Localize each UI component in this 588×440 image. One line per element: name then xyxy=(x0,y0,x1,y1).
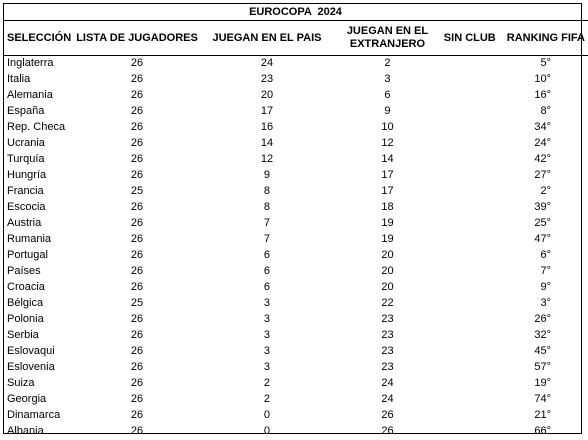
cell-ranking-fifa: 19° xyxy=(534,377,551,389)
table-row xyxy=(4,392,588,408)
cell-lista-jugadores: 26 xyxy=(130,329,144,341)
cell-juegan-extranjero: 26 xyxy=(381,425,394,437)
cell-sin-club xyxy=(441,296,504,312)
cell-seleccion: Serbia xyxy=(7,329,39,341)
cell-seleccion: Portugal xyxy=(7,249,48,261)
cell-ranking-fifa: 5° xyxy=(540,57,551,69)
cell-lista-jugadores: 26 xyxy=(130,425,144,437)
cell-seleccion: Alemania xyxy=(7,89,53,101)
cell-lista-jugadores: 25 xyxy=(130,185,144,197)
cell-ranking-fifa: 45° xyxy=(534,345,551,357)
cell-sin-club xyxy=(441,216,504,232)
cell-juegan-pais: 14 xyxy=(260,137,274,149)
table-row xyxy=(4,56,588,72)
cell-juegan-extranjero: 24 xyxy=(381,393,394,405)
cell-seleccion: Georgia xyxy=(7,393,47,405)
cell-lista-jugadores: 26 xyxy=(130,233,144,245)
cell-juegan-extranjero: 20 xyxy=(381,265,394,277)
cell-lista-jugadores: 26 xyxy=(130,249,144,261)
cell-ranking-fifa: 26° xyxy=(534,313,551,325)
table-row xyxy=(4,72,588,88)
cell-juegan-extranjero: 6 xyxy=(384,89,391,101)
cell-juegan-pais: 3 xyxy=(263,297,271,309)
cell-juegan-extranjero: 17 xyxy=(381,185,394,197)
header-lista-jugadores: LISTA DE JUGADORES xyxy=(74,21,201,56)
cell-lista-jugadores: 26 xyxy=(130,217,144,229)
table-row xyxy=(4,104,588,120)
header-seleccion: SELECCIÓN xyxy=(4,21,74,56)
cell-juegan-pais: 6 xyxy=(263,281,271,293)
cell-sin-club xyxy=(441,360,504,376)
cell-juegan-pais: 9 xyxy=(263,169,271,181)
cell-ranking-fifa: 6° xyxy=(540,249,551,261)
cell-lista-jugadores: 26 xyxy=(130,377,144,389)
cell-ranking-fifa: 57° xyxy=(534,361,551,373)
cell-juegan-extranjero: 22 xyxy=(381,297,394,309)
cell-seleccion: Dinamarca xyxy=(7,409,61,421)
cell-sin-club xyxy=(441,264,504,280)
table-row xyxy=(4,216,588,232)
cell-lista-jugadores: 26 xyxy=(130,201,144,213)
cell-seleccion: Croacia xyxy=(7,281,45,293)
cell-sin-club xyxy=(441,424,504,440)
header-juegan-extranjero: JUEGAN EN EL EXTRANJERO xyxy=(334,21,442,56)
cell-juegan-pais: 3 xyxy=(263,345,271,357)
cell-sin-club xyxy=(441,88,504,104)
cell-seleccion: Hungría xyxy=(7,169,47,181)
cell-seleccion: Eslovaqui xyxy=(7,345,55,357)
cell-juegan-extranjero: 26 xyxy=(381,409,394,421)
cell-juegan-pais: 6 xyxy=(263,265,271,277)
cell-juegan-extranjero: 24 xyxy=(381,377,394,389)
table-row xyxy=(4,280,588,296)
header-sin-club: SIN CLUB xyxy=(441,21,504,56)
cell-seleccion: Ucrania xyxy=(7,137,45,149)
cell-juegan-pais: 3 xyxy=(263,361,271,373)
cell-seleccion: Albania xyxy=(7,425,44,437)
cell-lista-jugadores: 26 xyxy=(130,265,144,277)
cell-juegan-pais: 16 xyxy=(260,121,274,133)
cell-sin-club xyxy=(441,72,504,88)
cell-sin-club xyxy=(441,56,504,72)
table-row xyxy=(4,168,588,184)
cell-seleccion: Suiza xyxy=(7,377,35,389)
cell-lista-jugadores: 26 xyxy=(130,393,144,405)
cell-lista-jugadores: 26 xyxy=(130,313,144,325)
cell-seleccion: Escocia xyxy=(7,201,46,213)
cell-ranking-fifa: 2° xyxy=(540,185,551,197)
cell-juegan-pais: 12 xyxy=(260,153,274,165)
cell-ranking-fifa: 42° xyxy=(534,153,551,165)
cell-juegan-extranjero: 10 xyxy=(381,121,394,133)
cell-seleccion: Rep. Checa xyxy=(7,121,66,133)
cell-sin-club xyxy=(441,200,504,216)
cell-juegan-pais: 8 xyxy=(263,201,271,213)
table-row xyxy=(4,136,588,152)
table-row xyxy=(4,424,588,440)
cell-ranking-fifa: 74° xyxy=(534,393,551,405)
cell-juegan-extranjero: 19 xyxy=(381,217,394,229)
cell-juegan-extranjero: 12 xyxy=(381,137,394,149)
cell-sin-club xyxy=(441,152,504,168)
cell-juegan-pais: 6 xyxy=(263,249,271,261)
cell-seleccion: España xyxy=(7,105,45,117)
cell-juegan-extranjero: 14 xyxy=(381,153,394,165)
cell-juegan-pais: 23 xyxy=(260,73,274,85)
table-row xyxy=(4,408,588,424)
cell-lista-jugadores: 25 xyxy=(130,297,144,309)
eurocopa-table xyxy=(3,3,588,440)
cell-juegan-extranjero: 23 xyxy=(381,361,394,373)
cell-juegan-pais: 2 xyxy=(263,377,271,389)
cell-ranking-fifa: 39° xyxy=(534,201,551,213)
cell-juegan-extranjero: 3 xyxy=(384,73,391,85)
cell-juegan-extranjero: 23 xyxy=(381,345,394,357)
cell-juegan-extranjero: 20 xyxy=(381,281,394,293)
cell-juegan-pais: 3 xyxy=(263,313,271,325)
cell-sin-club xyxy=(441,376,504,392)
cell-juegan-pais: 24 xyxy=(260,57,274,69)
cell-lista-jugadores: 26 xyxy=(130,121,144,133)
cell-lista-jugadores: 26 xyxy=(130,169,144,181)
table-row xyxy=(4,328,588,344)
cell-juegan-extranjero: 2 xyxy=(384,57,391,69)
cell-juegan-pais: 7 xyxy=(263,233,271,245)
cell-lista-jugadores: 26 xyxy=(130,153,144,165)
table-row xyxy=(4,120,588,136)
cell-seleccion: Polonia xyxy=(7,313,44,325)
cell-ranking-fifa: 32° xyxy=(534,329,551,341)
table-row xyxy=(4,344,588,360)
cell-seleccion: Inglaterra xyxy=(7,57,54,69)
table-row xyxy=(4,376,588,392)
cell-juegan-extranjero: 23 xyxy=(381,329,394,341)
cell-seleccion: Turquía xyxy=(7,153,45,165)
cell-ranking-fifa: 10° xyxy=(534,73,551,85)
cell-juegan-extranjero: 9 xyxy=(384,105,391,117)
table-row xyxy=(4,312,588,328)
sheet-title: EUROCOPA 2024 xyxy=(4,4,588,21)
cell-seleccion: Bélgica xyxy=(7,297,44,309)
cell-juegan-pais: 3 xyxy=(263,329,271,341)
cell-ranking-fifa: 66° xyxy=(534,425,551,437)
cell-lista-jugadores: 26 xyxy=(130,89,144,101)
cell-ranking-fifa: 3° xyxy=(540,297,551,309)
cell-seleccion: Francia xyxy=(7,185,44,197)
cell-sin-club xyxy=(441,328,504,344)
cell-lista-jugadores: 26 xyxy=(130,137,144,149)
cell-sin-club xyxy=(441,248,504,264)
cell-lista-jugadores: 26 xyxy=(130,281,144,293)
cell-ranking-fifa: 25° xyxy=(534,217,551,229)
cell-seleccion: Austria xyxy=(7,217,42,229)
cell-sin-club xyxy=(441,104,504,120)
cell-juegan-extranjero: 23 xyxy=(381,313,394,325)
cell-lista-jugadores: 26 xyxy=(130,105,144,117)
cell-sin-club xyxy=(441,136,504,152)
header-row xyxy=(4,21,588,56)
cell-sin-club xyxy=(441,392,504,408)
cell-sin-club xyxy=(441,408,504,424)
cell-ranking-fifa: 8° xyxy=(540,105,551,117)
table-row xyxy=(4,248,588,264)
cell-sin-club xyxy=(441,312,504,328)
cell-juegan-pais: 0 xyxy=(263,425,271,437)
table-row xyxy=(4,232,588,248)
cell-juegan-pais: 2 xyxy=(263,393,271,405)
cell-juegan-pais: 20 xyxy=(260,89,274,101)
table-row xyxy=(4,296,588,312)
table-row xyxy=(4,264,588,280)
cell-juegan-pais: 7 xyxy=(263,217,271,229)
cell-lista-jugadores: 26 xyxy=(130,73,144,85)
cell-sin-club xyxy=(441,168,504,184)
cell-lista-jugadores: 26 xyxy=(130,409,144,421)
header-ranking-fifa: RANKING FIFA xyxy=(504,21,587,56)
cell-ranking-fifa: 21° xyxy=(534,409,551,421)
cell-sin-club xyxy=(441,120,504,136)
table-row xyxy=(4,200,588,216)
table-row xyxy=(4,360,588,376)
cell-juegan-pais: 17 xyxy=(260,105,274,117)
cell-ranking-fifa: 7° xyxy=(540,265,551,277)
cell-ranking-fifa: 34° xyxy=(534,121,551,133)
cell-lista-jugadores: 26 xyxy=(130,57,144,69)
cell-juegan-extranjero: 18 xyxy=(381,201,394,213)
cell-seleccion: Países xyxy=(7,265,41,277)
cell-juegan-pais: 0 xyxy=(263,409,271,421)
title-row xyxy=(4,4,588,21)
cell-sin-club xyxy=(441,344,504,360)
cell-sin-club xyxy=(441,232,504,248)
cell-seleccion: Eslovenia xyxy=(7,361,55,373)
cell-ranking-fifa: 27° xyxy=(534,169,551,181)
cell-ranking-fifa: 9° xyxy=(540,281,551,293)
cell-lista-jugadores: 26 xyxy=(130,345,144,357)
cell-ranking-fifa: 47° xyxy=(534,233,551,245)
cell-seleccion: Rumania xyxy=(7,233,52,245)
cell-ranking-fifa: 16° xyxy=(534,89,551,101)
header-juegan-pais: JUEGAN EN EL PAIS xyxy=(200,21,333,56)
table-row xyxy=(4,184,588,200)
cell-juegan-extranjero: 19 xyxy=(381,233,394,245)
cell-ranking-fifa: 24° xyxy=(534,137,551,149)
cell-sin-club xyxy=(441,280,504,296)
cell-juegan-extranjero: 17 xyxy=(381,169,394,181)
cell-juegan-extranjero: 20 xyxy=(381,249,394,261)
table-row xyxy=(4,152,588,168)
cell-sin-club xyxy=(441,184,504,200)
cell-juegan-pais: 8 xyxy=(263,185,271,197)
cell-seleccion: Italia xyxy=(7,73,31,85)
table-row xyxy=(4,88,588,104)
cell-lista-jugadores: 26 xyxy=(130,361,144,373)
